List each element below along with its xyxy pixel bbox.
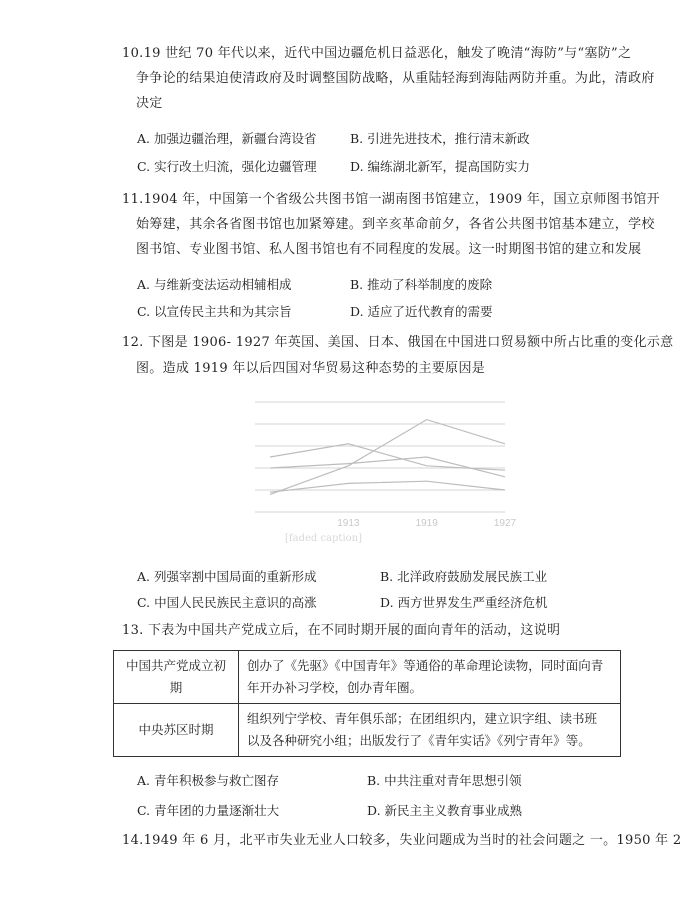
q13-option-a[interactable]: A. 青年积极参与救亡图存: [137, 773, 279, 788]
trade-share-chart: [230, 392, 530, 547]
chart-series-line-4: [270, 481, 505, 492]
chart-series-line-3: [270, 457, 505, 477]
q11-stem-line-3: 图书馆、专业图书馆、私人图书馆也有不同程度的发展。这一时期图书馆的建立和发展: [136, 242, 642, 257]
table-row: [114, 651, 621, 704]
activity-line: 组织列宁学校、青年俱乐部；在团组织内，建立识字组、读书班: [247, 711, 598, 726]
q10-option-d[interactable]: D. 编练湖北新军，提高国防实力: [350, 159, 531, 174]
q14-stem-line-1: 14.1949 年 6 月，北平市失业无业人口较多，失业问题成为当时的社会问题之 一。1950 年 2: [122, 833, 682, 848]
activity-line: 创办了《先驱》《中国青年》等通俗的革命理论读物，同时面向青: [247, 658, 604, 673]
q12-option-a[interactable]: A. 列强宰割中国局面的重新形成: [137, 569, 317, 584]
chart-series-line-1: [270, 420, 505, 495]
table-activity-cell: [239, 651, 621, 704]
activity-line: 以及各种研究小组；出版发行了《青年实话》《列宁青年》等。: [247, 733, 591, 748]
trade-share-chart-svg: [230, 392, 530, 547]
q10-stem-line-2: 争争论的结果迫使清政府及时调整国防战略，从重陆轻海到海陆两防并重。为此，清政府: [136, 71, 655, 86]
q12-option-d[interactable]: D. 西方世界发生严重经济危机: [380, 595, 548, 610]
chart-x-tick-label: 1919: [415, 518, 438, 529]
q10-option-a[interactable]: A. 加强边疆治理，新疆台湾设省: [137, 131, 317, 146]
table-activity-cell: [239, 704, 621, 757]
q10-stem-line-1: 10.19 世纪 70 年代以来，近代中国边疆危机日益恶化，触发了晚清“海防”与“塞防”之: [122, 46, 632, 61]
q10-option-c[interactable]: C. 实行改土归流，强化边疆管理: [137, 159, 317, 174]
q11-stem-line-1: 11.1904 年，中国第一个省级公共图书馆一湖南图书馆建立，1909 年，国立京师图书馆开: [122, 192, 660, 207]
q12-stem-line-2: 图。造成 1919 年以后四国对华贸易这种态势的主要原因是: [136, 361, 486, 376]
chart-x-tick-label: 1927: [493, 518, 517, 529]
chart-caption: [faded caption]: [285, 533, 363, 544]
q13-table: [113, 650, 621, 757]
table-period-cell: 中央苏区时期: [114, 704, 239, 757]
q11-option-a[interactable]: A. 与维新变法运动相辅相成: [137, 277, 292, 292]
q11-option-d[interactable]: D. 适应了近代教育的需要: [350, 304, 493, 319]
q12-option-c[interactable]: C. 中国人民民族民主意识的高涨: [137, 595, 317, 610]
q11-option-b[interactable]: B. 推动了科举制度的废除: [350, 277, 493, 292]
q11-option-c[interactable]: C. 以宣传民主共和为其宗旨: [137, 304, 292, 319]
table-period-cell: 中国共产党成立初期: [114, 651, 239, 704]
q10-option-b[interactable]: B. 引进先进技术，推行清末新政: [350, 131, 530, 146]
q12-option-b[interactable]: B. 北洋政府鼓励发展民族工业: [380, 569, 548, 584]
q10-stem-line-3: 决定: [136, 96, 163, 111]
q12-stem-line-1: 12. 下图是 1906- 1927 年英国、美国、日本、俄国在中国进口贸易额中所占比重的变化示意: [122, 335, 674, 350]
q13-option-c[interactable]: C. 青年团的力量逐渐壮大: [137, 803, 280, 818]
q13-option-d[interactable]: D. 新民主主义教育事业成熟: [367, 803, 523, 818]
table-row: [114, 704, 621, 757]
activity-line: 年开办补习学校，创办青年圈。: [247, 680, 423, 695]
q13-stem-line-1: 13. 下表为中国共产党成立后，在不同时期开展的面向青年的活动，这说明: [122, 623, 561, 638]
q11-stem-line-2: 始筹建，其余各省图书馆也加紧筹建。到辛亥革命前夕，各省公共图书馆基本建立，学校: [136, 217, 655, 232]
chart-x-tick-label: 1913: [337, 518, 360, 529]
q13-option-b[interactable]: B. 中共注重对青年思想引领: [367, 773, 522, 788]
